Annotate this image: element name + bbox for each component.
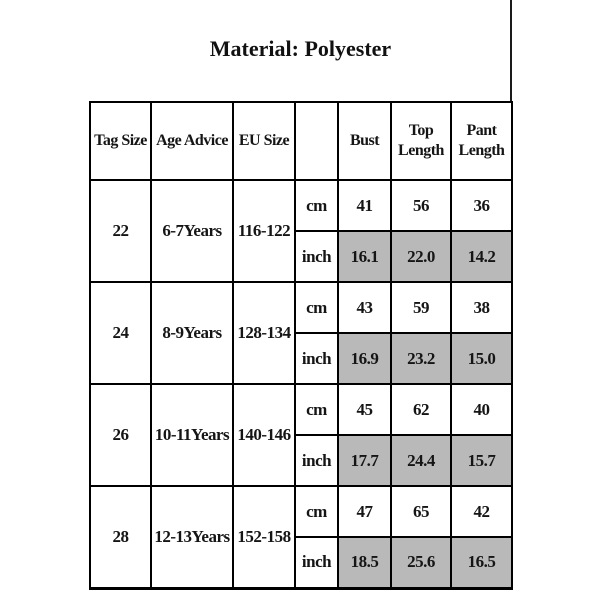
pant-length-value-cell: 15.7	[451, 435, 512, 486]
unit-inch-cell: inch	[295, 333, 338, 384]
unit-cm-cell: cm	[295, 384, 338, 435]
pant-length-value-cell: 40	[451, 384, 512, 435]
table-row	[90, 282, 512, 333]
age-advice-cell: 8-9Years	[151, 282, 233, 384]
top-length-value-cell: 62	[391, 384, 451, 435]
tag-size-cell: 22	[90, 180, 151, 282]
pant-length-value-cell: 16.5	[451, 537, 512, 588]
bust-value-cell: 16.9	[338, 333, 391, 384]
eu-size-cell: 128-134	[233, 282, 295, 384]
pant-length-value-cell: 36	[451, 180, 512, 231]
header-pant-length: Pant Length	[451, 102, 512, 180]
pant-length-value-cell: 42	[451, 486, 512, 537]
bust-value-cell: 41	[338, 180, 391, 231]
pant-length-value-cell: 38	[451, 282, 512, 333]
top-length-value-cell: 56	[391, 180, 451, 231]
eu-size-cell: 116-122	[233, 180, 295, 282]
bust-value-cell: 18.5	[338, 537, 391, 588]
unit-inch-cell: inch	[295, 435, 338, 486]
top-length-value-cell: 59	[391, 282, 451, 333]
table-row	[90, 180, 512, 231]
unit-cm-cell: cm	[295, 486, 338, 537]
pant-length-value-cell: 14.2	[451, 231, 512, 282]
age-advice-cell: 12-13Years	[151, 486, 233, 588]
pant-length-value-cell: 15.0	[451, 333, 512, 384]
header-top-length: Top Length	[391, 102, 451, 180]
top-length-value-cell: 65	[391, 486, 451, 537]
top-length-value-cell: 24.4	[391, 435, 451, 486]
tag-size-cell: 24	[90, 282, 151, 384]
unit-inch-cell: inch	[295, 537, 338, 588]
eu-size-cell: 140-146	[233, 384, 295, 486]
age-advice-cell: 6-7Years	[151, 180, 233, 282]
age-advice-cell: 10-11Years	[151, 384, 233, 486]
bust-value-cell: 16.1	[338, 231, 391, 282]
bust-value-cell: 45	[338, 384, 391, 435]
unit-inch-cell: inch	[295, 231, 338, 282]
table-row	[90, 486, 512, 537]
eu-size-cell: 152-158	[233, 486, 295, 588]
header-unit	[295, 102, 338, 180]
header-row	[90, 102, 512, 180]
unit-cm-cell: cm	[295, 180, 338, 231]
tag-size-cell: 28	[90, 486, 151, 588]
header-eu-size: EU Size	[233, 102, 295, 180]
top-length-value-cell: 23.2	[391, 333, 451, 384]
material-title: Material: Polyester	[209, 36, 392, 61]
size-table	[89, 101, 513, 590]
top-length-value-cell: 25.6	[391, 537, 451, 588]
bust-value-cell: 47	[338, 486, 391, 537]
tag-size-cell: 26	[90, 384, 151, 486]
header-bust: Bust	[338, 102, 391, 180]
right-crop-border-line	[510, 0, 512, 103]
bust-value-cell: 43	[338, 282, 391, 333]
unit-cm-cell: cm	[295, 282, 338, 333]
top-length-value-cell: 22.0	[391, 231, 451, 282]
bust-value-cell: 17.7	[338, 435, 391, 486]
header-age-advice: Age Advice	[151, 102, 233, 180]
table-row	[90, 384, 512, 435]
header-tag-size: Tag Size	[90, 102, 151, 180]
